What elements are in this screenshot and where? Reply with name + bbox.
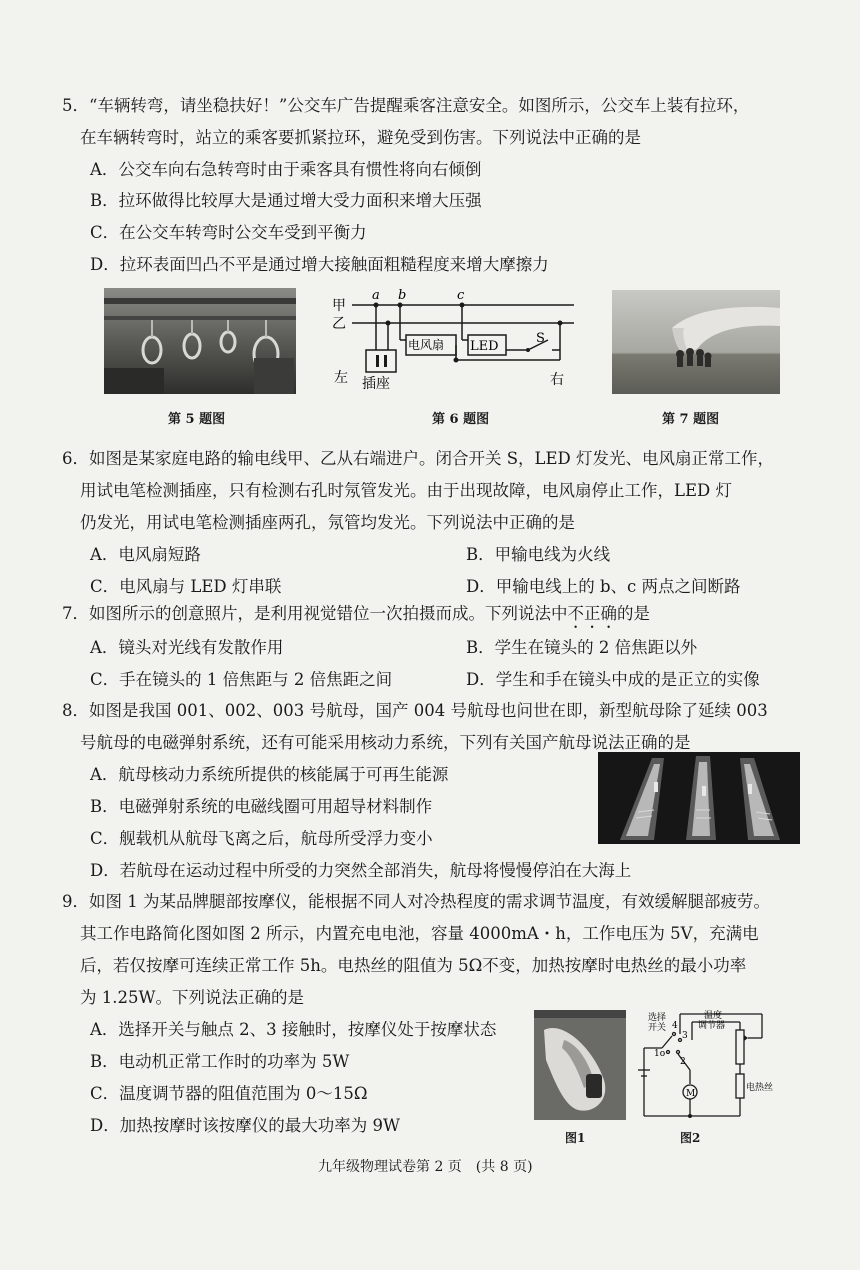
q7-figure-caption: 第 7 题图 xyxy=(662,412,720,427)
q5-option-a: A．公交车向右急转弯时由于乘客具有惯性将向右倾倒 xyxy=(90,160,482,179)
q8-aircraft-carriers-photo xyxy=(598,752,800,844)
q5-bus-photo xyxy=(104,288,296,394)
q9-fig1-caption: 图1 xyxy=(565,1131,586,1145)
q7-creative-photo xyxy=(612,290,780,394)
contact-3-label: 3 xyxy=(682,1031,688,1041)
right-label: 右 xyxy=(550,372,564,388)
q5-stem-line1: 5．“车辆转弯，请坐稳扶好！”公交车广告提醒乘客注意安全。如图所示，公交车上装有拉环， xyxy=(62,96,750,115)
q6-option-b: B．甲输电线为火线 xyxy=(466,545,611,564)
page-footer: 九年级物理试卷第 2 页 (共 8 页) xyxy=(318,1159,533,1175)
q9-option-b: B．电动机正常工作时的功率为 5W xyxy=(90,1052,350,1071)
q7-stem-emphasis: 不正确 xyxy=(567,604,617,623)
wire-yi-label: 乙 xyxy=(332,316,346,332)
switch-label: S xyxy=(536,331,545,346)
q8-stem-line2: 号航母的电磁弹射系统，还有可能采用核动力系统，下列有关国产航母说法正确的是 xyxy=(80,733,691,752)
socket-label: 插座 xyxy=(362,376,390,392)
q6-stem-line1: 6．如图是某家庭电路的输电线甲、乙从右端进户。闭合开关 S，LED 灯发光、电风扇正常工作， xyxy=(62,449,775,468)
q6-option-c: C．电风扇与 LED 灯串联 xyxy=(90,577,282,596)
q8-option-a: A．航母核动力系统所提供的核能属于可再生能源 xyxy=(90,765,449,784)
q7-option-a: A．镜头对光线有发散作用 xyxy=(90,638,284,657)
left-label: 左 xyxy=(334,370,348,386)
point-a-label: a xyxy=(372,288,380,303)
q6-stem-line2: 用试电笔检测插座，只有检测右孔时氖管发光。由于出现故障，电风扇停止工作，LED 灯 xyxy=(80,481,732,500)
q9-option-d: D．加热按摩时该按摩仪的最大功率为 9W xyxy=(90,1116,400,1135)
q9-stem-line3: 后，若仅按摩可连续正常工作 5h。电热丝的阻值为 5Ω不变，加热按摩时电热丝的最小功率 xyxy=(80,956,747,975)
q9-circuit-diagram xyxy=(632,1008,782,1124)
q7-stem-pre: 7．如图所示的创意照片，是利用视觉错位一次拍摄而成。下列说法中 xyxy=(62,604,568,623)
selector-switch-label-2: 开关 xyxy=(648,1023,667,1033)
q8-option-c: C．舰载机从航母飞离之后，航母所受浮力变小 xyxy=(90,829,433,848)
q9-stem-line1: 9．如图 1 为某品牌腿部按摩仪，能根据不同人对冷热程度的需求调节温度，有效缓解腿部疲劳。 xyxy=(62,892,770,911)
q7-stem-post: 的是 xyxy=(617,604,650,623)
q9-fig2-caption: 图2 xyxy=(680,1131,701,1145)
q9-option-a: A．选择开关与触点 2、3 接触时，按摩仪处于按摩状态 xyxy=(90,1020,497,1039)
temperature-regulator-label-2: 调节器 xyxy=(698,1021,726,1031)
led-label: LED xyxy=(470,339,499,354)
q6-stem-line3: 仍发光，用试电笔检测插座两孔，氖管均发光。下列说法中正确的是 xyxy=(80,513,575,532)
q9-massager-photo xyxy=(534,1010,626,1120)
contact-1-label: 1o xyxy=(654,1049,666,1059)
q7-option-b: B．学生在镜头的 2 倍焦距以外 xyxy=(466,638,698,657)
point-c-label: c xyxy=(457,288,465,303)
q5-option-b: B．拉环做得比较厚大是通过增大受力面积来增大压强 xyxy=(90,191,482,210)
q7-option-c: C．手在镜头的 1 倍焦距与 2 倍焦距之间 xyxy=(90,670,393,689)
q6-option-a: A．电风扇短路 xyxy=(90,545,201,564)
heater-label: 电热丝 xyxy=(746,1083,774,1093)
temperature-regulator-label-1: 温度 xyxy=(704,1011,723,1021)
q9-option-c: C．温度调节器的阻值范围为 0～15Ω xyxy=(90,1084,368,1103)
q9-stem-line4: 为 1.25W。下列说法正确的是 xyxy=(80,988,304,1007)
q5-option-c: C．在公交车转弯时公交车受到平衡力 xyxy=(90,223,367,242)
q6-figure-caption: 第 6 题图 xyxy=(432,412,490,427)
q8-option-b: B．电磁弹射系统的电磁线圈可用超导材料制作 xyxy=(90,797,433,816)
q5-option-d: D．拉环表面凹凸不平是通过增大接触面粗糙程度来增大摩擦力 xyxy=(90,255,549,274)
q5-stem-line2: 在车辆转弯时，站立的乘客要抓紧拉环，避免受到伤害。下列说法中正确的是 xyxy=(80,128,641,147)
q9-stem-line2: 其工作电路简化图如图 2 所示，内置充电电池，容量 4000mA・h，工作电压为 5V，充满电 xyxy=(80,924,759,943)
contact-4-label: 4 xyxy=(672,1021,678,1031)
q5-figure-caption: 第 5 题图 xyxy=(168,412,226,427)
wire-jia-label: 甲 xyxy=(332,298,346,314)
fan-label: 电风扇 xyxy=(408,338,445,352)
q7-stem xyxy=(62,603,650,632)
point-b-label: b xyxy=(398,288,407,303)
contact-2-label: 2 xyxy=(680,1057,686,1067)
selector-switch-label-1: 选择 xyxy=(648,1013,667,1023)
q8-option-d: D．若航母在运动过程中所受的力突然全部消失，航母将慢慢停泊在大海上 xyxy=(90,861,632,880)
q8-stem-line1: 8．如图是我国 001、002、003 号航母，国产 004 号航母也问世在即，新型航母除了延续 003 xyxy=(62,701,768,720)
q7-option-d: D．学生和手在镜头中成的是正立的实像 xyxy=(466,670,760,689)
q6-option-d: D．甲输电线上的 b、c 两点之间断路 xyxy=(466,577,741,596)
q6-circuit-diagram xyxy=(328,284,578,396)
motor-label: M xyxy=(686,1089,696,1099)
